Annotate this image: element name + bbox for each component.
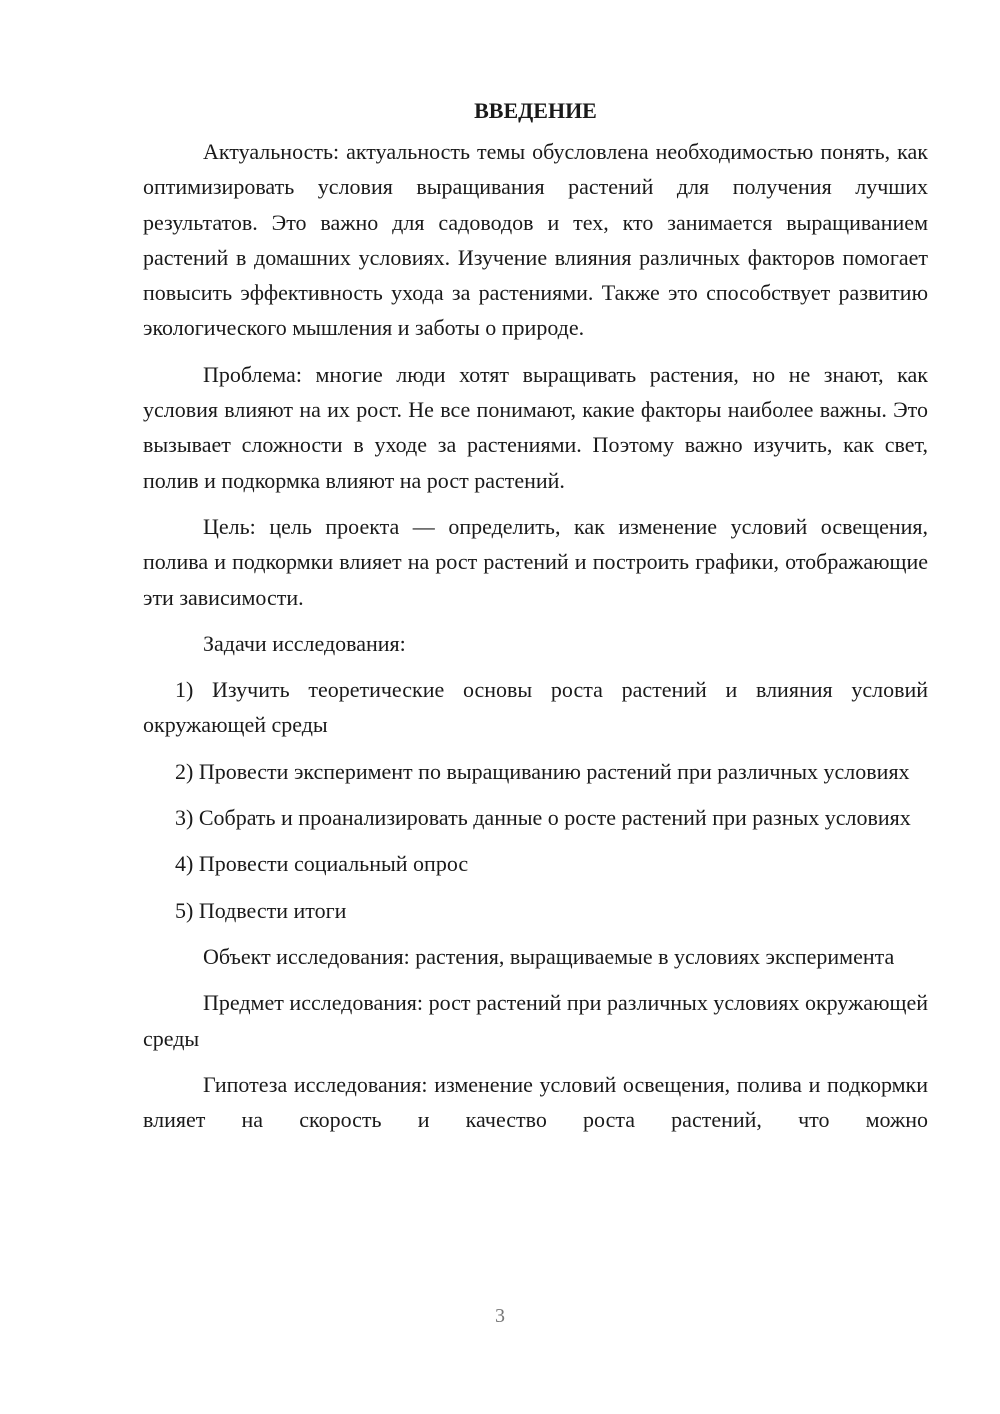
subject-paragraph: Предмет исследования: рост растений при различных условиях окружающей среды (143, 990, 928, 1051)
task-item: 3) Собрать и проанализировать данные о росте растений при разных условиях (175, 805, 911, 831)
goal-paragraph: Цель: цель проекта — определить, как изменение условий освещения, полива и подкормки влияет на рост растений и построить графики, отображающие эти зависимости. (143, 513, 928, 610)
hypothesis-paragraph: Гипотеза исследования: изменение условий освещения, полива и подкормки влияет на скорость и качество роста растений, что можно (143, 1071, 928, 1133)
page-number: 3 (495, 1305, 505, 1327)
document-page (143, 94, 928, 1137)
task-item: 1) Изучить теоретические основы роста растений и влияния условий окружающей среды (143, 677, 928, 738)
problem-paragraph: Проблема: многие люди хотят выращивать растения, но не знают, как условия влияют на их рост. Не все понимают, какие факторы наиболее важны. Это вызывает сложности в уходе за растениями. Поэтому важно изучить, как свет, полив и подкормка влияют на рост растений. (143, 361, 928, 493)
section-title: ВВЕДЕНИЕ (474, 98, 597, 123)
tasks-heading: Задачи исследования: (203, 630, 406, 656)
object-paragraph: Объект исследования: растения, выращиваемые в условиях эксперимента (203, 943, 895, 969)
task-item: 5) Подвести итоги (175, 897, 347, 923)
relevance-paragraph: Актуальность: актуальность темы обусловлена необходимостью понять, как оптимизировать условия выращивания растений для получения лучших результатов. Это важно для садоводов и тех, кто занимается выращиванием растений в домашних условиях. Изучение влияния различных факторов помогает повысить эффективность ухода за растениями. Также это способствует развитию экологического мышления и заботы о природе. (143, 139, 928, 341)
task-item: 2) Провести эксперимент по выращиванию растений при различных условиях (175, 758, 910, 784)
task-item: 4) Провести социальный опрос (175, 851, 469, 877)
